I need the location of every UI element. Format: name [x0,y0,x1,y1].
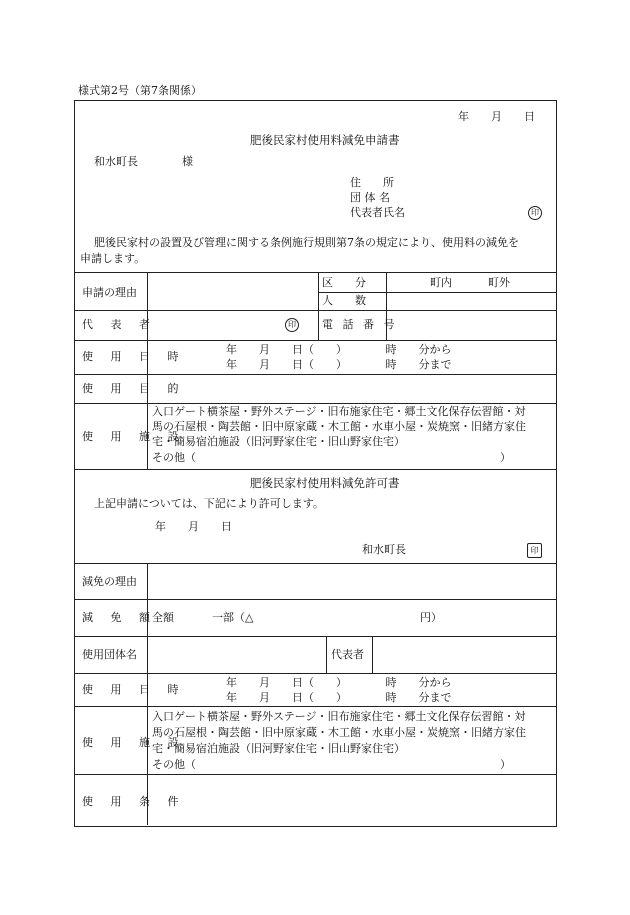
use-datetime-from: 年 月 日（ ） 時 分から [226,343,452,356]
amount-full[interactable]: 全額 [152,611,174,624]
applicant-group-label: 団 体 名 [350,191,390,204]
application-body-line2: 申請します。 [80,252,146,265]
permit-title: 肥後民家村使用料減免許可書 [250,476,400,490]
group-name-label: 使用団体名 [82,648,137,661]
permit-facility-other: その他（ [152,758,196,771]
use-purpose-label: 使 用 目 的 [82,382,186,395]
amount-partial[interactable]: 一部（△ [212,611,254,624]
application-body-line1: 肥後民家村の設置及び管理に関する条例施行規則第7条の規定により、使用料の減免を [94,236,519,249]
representative-short-label: 代表者 [331,648,364,661]
form-id: 様式第2号（第7条関係） [78,84,202,97]
addressee: 和水町長 様 [94,155,193,168]
applicant-address-label: 住 所 [350,176,394,189]
conditions-label: 使 用 条 件 [82,795,186,808]
amount-yen: 円） [420,611,442,624]
facility-other: その他（ [152,451,196,464]
permit-text: 上記申請については、下記により許可します。 [94,497,324,510]
permit-datetime-label: 使 用 日 時 [82,683,186,696]
reduction-amount-label: 減 免 額 [82,611,157,624]
permit-facility-other-close: ） [500,758,511,771]
category-outside[interactable]: 町外 [488,276,510,289]
use-datetime-to: 年 月 日（ ） 時 分まで [226,358,452,371]
permit-facility-label: 使 用 施 設 [82,736,186,749]
reduction-reason-label: 減免の理由 [82,575,137,588]
facility-line-3: 宅・簡易宿泊施設（旧河野家住宅・旧山野家住宅） [152,435,405,448]
divider [75,469,556,470]
divider [372,636,373,673]
application-title: 肥後民家村使用料減免申請書 [250,133,400,147]
divider [318,272,319,340]
facility-line-1: 入口ゲート横茶屋・野外ステージ・旧布施家住宅・郷土文化保存伝習館・対 [152,405,526,418]
application-date: 年 月 日 [458,110,535,123]
use-facility-label: 使 用 施 設 [82,430,186,443]
permit-facility-line-1: 入口ゲート横茶屋・野外ステージ・旧布施家住宅・郷土文化保存伝習館・対 [152,710,526,723]
use-datetime-label: 使 用 日 時 [82,350,186,363]
permit-datetime-from: 年 月 日（ ） 時 分から [226,676,452,689]
headcount-label: 人 数 [322,294,366,307]
divider [326,636,327,673]
seal-icon: 印 [527,543,542,558]
category-inside[interactable]: 町内 [430,276,452,289]
facility-line-2: 馬の石屋根・陶芸館・旧中原家蔵・木工館・水車小屋・炭焼窯・旧緒方家住 [152,420,526,433]
applicant-rep-label: 代表者氏名 [350,206,405,219]
seal-icon: 印 [285,318,299,332]
facility-other-close: ） [500,451,511,464]
representative-label: 代 表 者 [82,318,157,331]
permit-datetime-to: 年 月 日（ ） 時 分まで [226,691,452,704]
permit-date: 年 月 日 [155,520,232,533]
permit-issuer: 和水町長 [362,543,406,556]
phone-label: 電 話 番 号 [322,318,398,331]
category-label: 区 分 [322,276,366,289]
divider [318,292,556,293]
reason-label: 申請の理由 [82,286,137,299]
seal-icon: 印 [528,206,542,220]
permit-facility-line-3: 宅・簡易宿泊施設（旧河野家住宅・旧山野家住宅） [152,742,405,755]
permit-facility-line-2: 馬の石屋根・陶芸館・旧中原家蔵・木工館・水車小屋・炭焼窯・旧緒方家住 [152,726,526,739]
